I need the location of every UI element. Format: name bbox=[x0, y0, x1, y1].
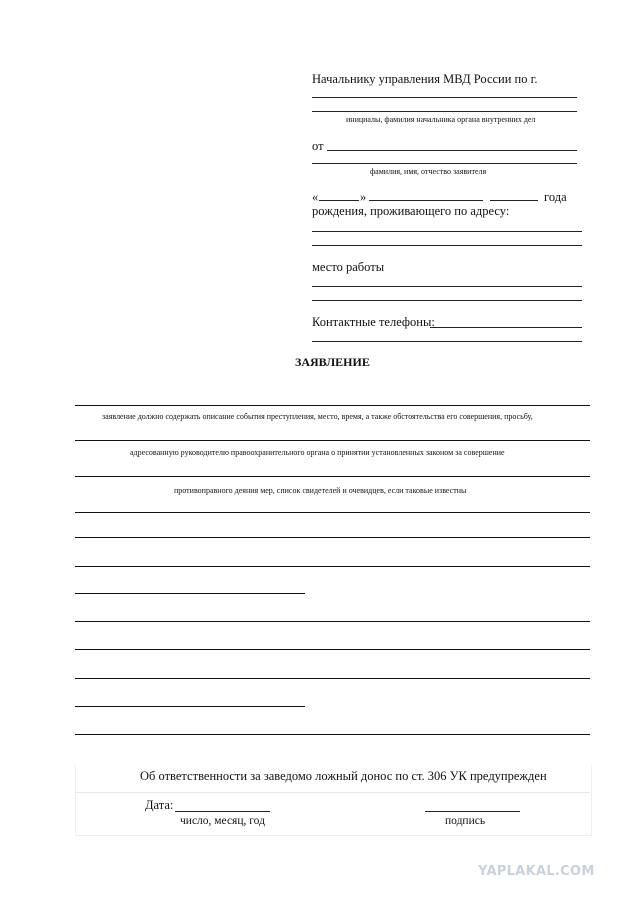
addressee-line-1[interactable] bbox=[312, 97, 577, 98]
body-hint-3: противоправного деяния мер, список свидетелей и очевидцев, если таковые известны bbox=[174, 486, 467, 495]
date-label: Дата: bbox=[145, 798, 174, 812]
date-hint: число, месяц, год bbox=[180, 815, 265, 827]
applicant-hint: фамилия, имя, отчество заявителя bbox=[370, 167, 487, 176]
residence-label: рождения, проживающего по адресу: bbox=[312, 204, 510, 218]
signature-line[interactable] bbox=[425, 811, 520, 812]
birth-month-line[interactable] bbox=[369, 200, 483, 201]
workplace-line-1[interactable] bbox=[312, 286, 582, 287]
birth-year-label: года bbox=[544, 190, 567, 204]
phones-label: Контактные телефоны: bbox=[312, 315, 435, 329]
liability-notice: Об ответственности за заведомо ложный донос по ст. 306 УК предупрежден bbox=[140, 769, 547, 783]
workplace-label: место работы bbox=[312, 260, 385, 274]
document-title: ЗАЯВЛЕНИЕ bbox=[295, 355, 370, 369]
body-line-7-short[interactable] bbox=[75, 593, 305, 594]
body-line-2[interactable] bbox=[75, 440, 590, 441]
body-line-8[interactable] bbox=[75, 621, 590, 622]
addressee-label: Начальнику управления МВД России по г. bbox=[312, 72, 538, 86]
from-line[interactable] bbox=[327, 150, 577, 151]
birth-quote-open: « bbox=[312, 190, 319, 204]
body-line-12[interactable] bbox=[75, 734, 590, 735]
phones-line-2[interactable] bbox=[312, 341, 582, 342]
applicant-line[interactable] bbox=[312, 163, 577, 164]
body-line-1[interactable] bbox=[75, 405, 590, 406]
footer-divider bbox=[75, 792, 590, 793]
body-line-9[interactable] bbox=[75, 649, 590, 650]
phones-line-1[interactable] bbox=[430, 327, 582, 328]
body-hint-1: заявление должно содержать описание события преступления, место, время, а также обстоятельства его совершения, просьбу, bbox=[102, 412, 533, 421]
body-line-11-short[interactable] bbox=[75, 706, 305, 707]
body-line-10[interactable] bbox=[75, 678, 590, 679]
birth-quote-close: » bbox=[360, 190, 367, 204]
body-hint-2: адресованную руководителю правоохранительного органа о принятии установленных законом за совершение bbox=[130, 448, 505, 457]
from-label: от bbox=[312, 139, 324, 153]
addressee-hint: инициалы, фамилия начальника органа внутренних дел bbox=[346, 115, 536, 124]
date-line[interactable] bbox=[175, 811, 270, 812]
address-line-2[interactable] bbox=[312, 245, 582, 246]
body-line-4[interactable] bbox=[75, 512, 590, 513]
watermark-logo: YAPLAKAL.COM bbox=[478, 864, 595, 879]
body-line-6[interactable] bbox=[75, 566, 590, 567]
addressee-line-2[interactable] bbox=[312, 111, 577, 112]
body-line-5[interactable] bbox=[75, 537, 590, 538]
signature-hint: подпись bbox=[445, 815, 486, 827]
workplace-line-2[interactable] bbox=[312, 300, 582, 301]
birth-day-line[interactable] bbox=[319, 200, 359, 201]
address-line-1[interactable] bbox=[312, 231, 582, 232]
birth-year-line[interactable] bbox=[490, 200, 538, 201]
body-line-3[interactable] bbox=[75, 476, 590, 477]
